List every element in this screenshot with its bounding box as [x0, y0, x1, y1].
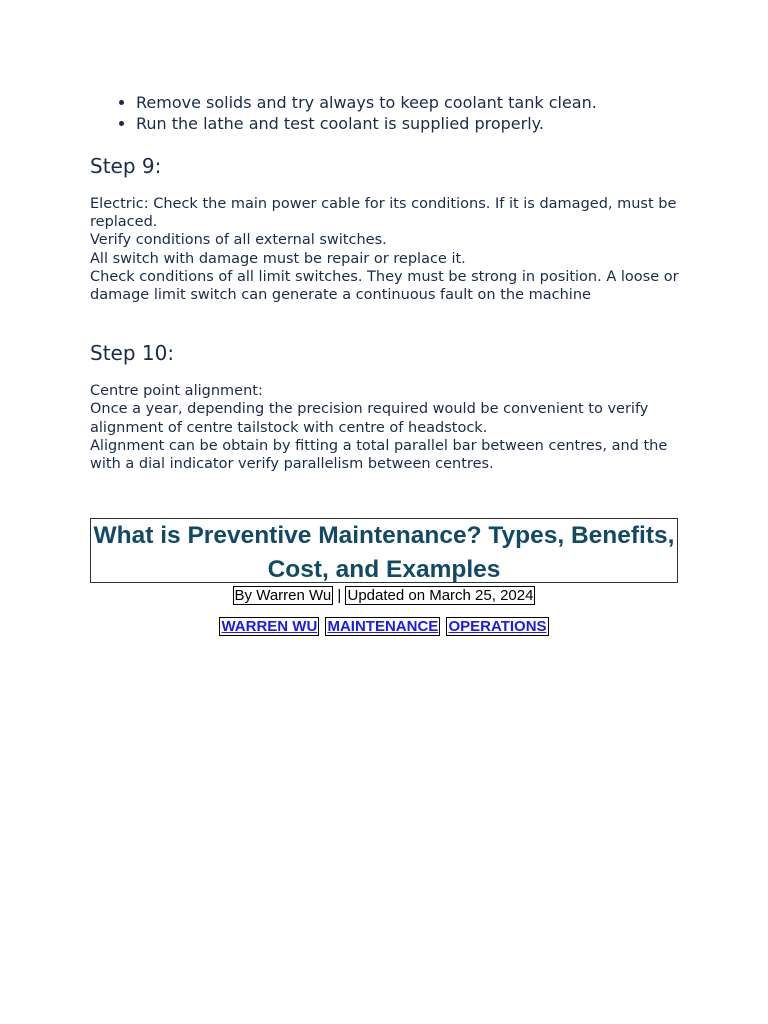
- step-10-line: Once a year, depending the precision required would be convenient to verify alignment of centre tailstock with centre of headstock.: [90, 401, 649, 436]
- author-name: By Warren Wu: [234, 587, 332, 604]
- tag-link-warren-wu[interactable]: WARREN WU: [221, 618, 318, 635]
- article-tags: [0, 618, 768, 636]
- list-item: • Remove solids and try always to keep coolant tank clean.: [136, 92, 680, 113]
- step-10-heading: Step 10:: [90, 341, 175, 366]
- step-9-line: Check conditions of all limit switches. They must be strong in position. A loose or damage limit switch can generate a continuous fault on the machine: [90, 268, 679, 304]
- step-9-heading: Step 9:: [90, 154, 162, 178]
- tag-link-maintenance[interactable]: MAINTENANCE: [327, 618, 439, 635]
- updated-date: Updated on March 25, 2024: [347, 587, 534, 604]
- step-10-line: Alignment can be obtain by fitting a total parallel bar between centres, and the with a dial indicator verify parallelism between centres.: [90, 437, 668, 473]
- byline: [0, 587, 768, 605]
- step-9-text: [90, 195, 680, 304]
- article-title-box: [90, 518, 678, 583]
- byline-separator: |: [337, 587, 342, 604]
- coolant-bullet-list: [90, 92, 680, 134]
- tag-link-operations[interactable]: OPERATIONS: [448, 618, 547, 635]
- step-9-line: Verify conditions of all external switches.: [90, 232, 387, 249]
- list-item: • Run the lathe and test coolant is supplied properly.: [136, 113, 680, 134]
- step-10-text: [90, 382, 680, 473]
- article-title: What is Preventive Maintenance? Types, Benefits, Cost, and Examples: [93, 522, 675, 583]
- document-body: [90, 92, 680, 473]
- step-10-line: Centre point alignment:: [90, 383, 263, 400]
- step-9-line: Electric: Check the main power cable for its conditions. If it is damaged, must be replaced.: [90, 196, 677, 231]
- step-9-line: All switch with damage must be repair or replace it.: [90, 250, 466, 267]
